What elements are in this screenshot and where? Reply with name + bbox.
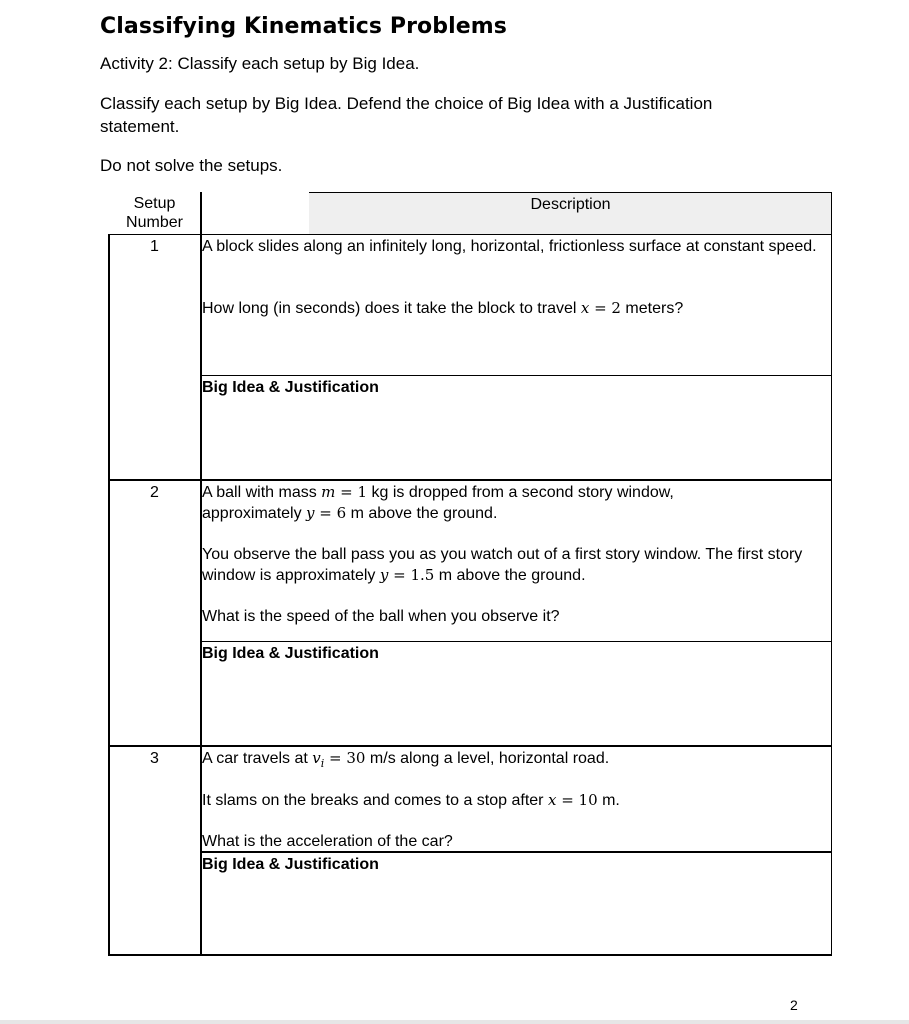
page-number: 2 — [790, 997, 798, 1013]
note-text: Do not solve the setups. — [100, 156, 283, 175]
classification-table — [108, 192, 832, 956]
header-top-border — [309, 192, 832, 193]
row2-bottom-border — [108, 745, 832, 747]
table-left-border — [108, 234, 110, 956]
row2-number: 2 — [150, 484, 159, 501]
page-title: Classifying Kinematics Problems — [100, 14, 507, 39]
header-description: Description — [530, 196, 611, 213]
table-bottom-border — [108, 954, 832, 956]
activity-heading: Activity 2: Classify each setup by Big Idea. — [100, 54, 420, 73]
row2-big-idea-label: Big Idea & Justification — [202, 645, 379, 662]
row2-description: A ball with mass m = 1 kg is dropped from a second story window, approximately y = 6 m above the ground. — [202, 483, 674, 522]
row2-question: What is the speed of the ball when you observe it? — [202, 608, 560, 625]
row2-divider — [200, 641, 832, 642]
instructions-text: Classify each setup by Big Idea. Defend the choice of Big Idea with a Justification statement. — [100, 94, 713, 136]
header-bottom-border — [108, 234, 832, 235]
row1-question: How long (in seconds) does it take the block to travel x = 2 meters? — [202, 299, 684, 317]
row1-bottom-border — [108, 479, 832, 481]
row3-number: 3 — [150, 750, 159, 767]
row3-big-idea-label: Big Idea & Justification — [202, 856, 379, 873]
row3-question: What is the acceleration of the car? — [202, 833, 453, 850]
row1-big-idea-label: Big Idea & Justification — [202, 379, 379, 396]
row2-observation: You observe the ball pass you as you watch out of a first story window. The first story window is approximately y = 1.5 m above the ground. — [202, 546, 803, 584]
row1-divider — [200, 375, 832, 376]
header-setup-number: Setup Number — [126, 195, 183, 231]
row3-description: A car travels at $v_i = 30$ m/s along a level, horizontal road. — [202, 749, 610, 771]
table-right-border — [831, 192, 832, 956]
row1-description: A block slides along an infinitely long, horizontal, frictionless surface at constant speed. — [202, 238, 817, 255]
page-bottom-edge — [0, 1020, 909, 1024]
row3-event: It slams on the breaks and comes to a stop after x = 10 m. — [202, 791, 620, 809]
row1-number: 1 — [150, 238, 159, 255]
